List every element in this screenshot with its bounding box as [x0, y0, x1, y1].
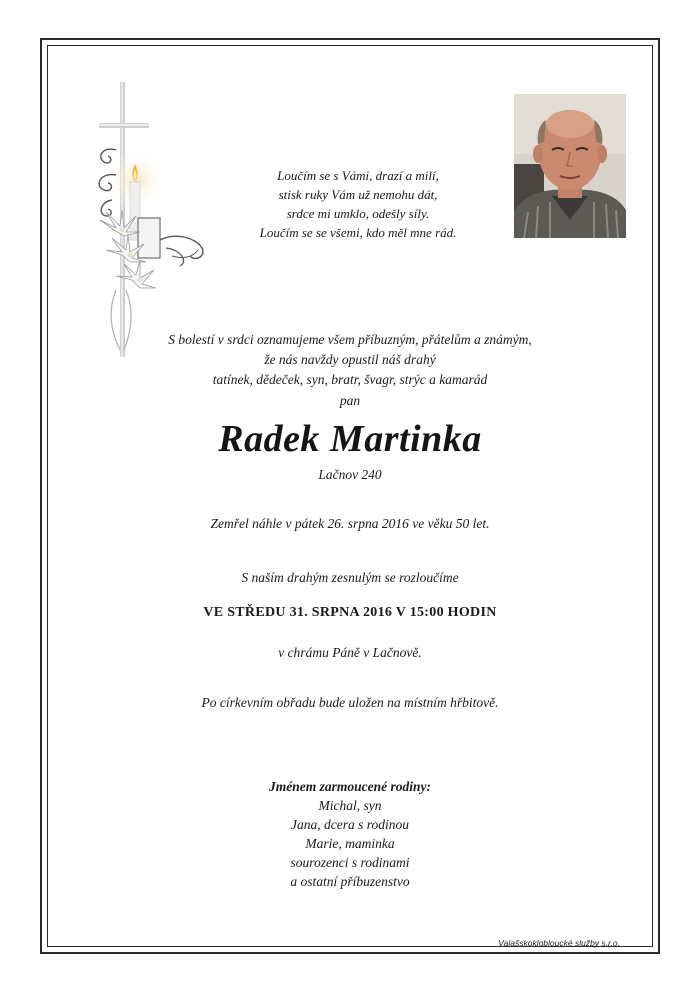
death-notice: Zemřel náhle v pátek 26. srpna 2016 ve věku 50 let.	[210, 516, 490, 531]
honorific: pan	[339, 393, 361, 408]
family-member: sourozenci s rodinami	[290, 855, 410, 870]
funeral-datetime: VE STŘEDU 31. SRPNA 2016 V 15:00 HODIN	[203, 605, 497, 620]
farewell-text: S naším drahým zesnulým se rozloučíme	[241, 570, 459, 585]
family-member: Michal, syn	[318, 798, 382, 813]
poem-line: stisk ruky Vám už nemohu dát,	[278, 187, 438, 202]
announcement	[0, 330, 700, 390]
deceased-address: Lačnov 240	[318, 467, 382, 482]
poem	[226, 166, 490, 242]
announcement-line: S bolestí v srdci oznamujeme všem příbuzným, přátelům a známým,	[168, 332, 532, 347]
family-block	[0, 777, 700, 891]
portrait-photo	[514, 94, 626, 238]
announcement-line: že nás navždy opustil náš drahý	[264, 352, 436, 367]
burial-text: Po církevním obřadu bude uložen na místním hřbitově.	[201, 695, 499, 710]
cross-candle-lilies-icon	[86, 80, 216, 365]
funeral-place: v chrámu Páně v Lačnově.	[278, 645, 422, 660]
poem-line: Loučím se s Vámi, drazí a milí,	[277, 168, 439, 183]
poem-line: srdce mi umklo, odešly síly.	[286, 206, 430, 221]
announcement-line: tatínek, dědeček, syn, bratr, švagr, strýc a kamarád	[212, 372, 488, 387]
family-heading: Jménem zarmoucené rodiny:	[269, 779, 431, 794]
poem-line: Loučím se se všemi, kdo měl mne rád.	[259, 225, 457, 240]
footer-company: Valašskoklobloucké služby s.r.o.	[498, 938, 620, 948]
family-member: Jana, dcera s rodinou	[291, 817, 409, 832]
deceased-name: Radek Martinka	[218, 418, 482, 460]
family-member: Marie, maminka	[305, 836, 395, 851]
family-member: a ostatní příbuzenstvo	[290, 874, 410, 889]
